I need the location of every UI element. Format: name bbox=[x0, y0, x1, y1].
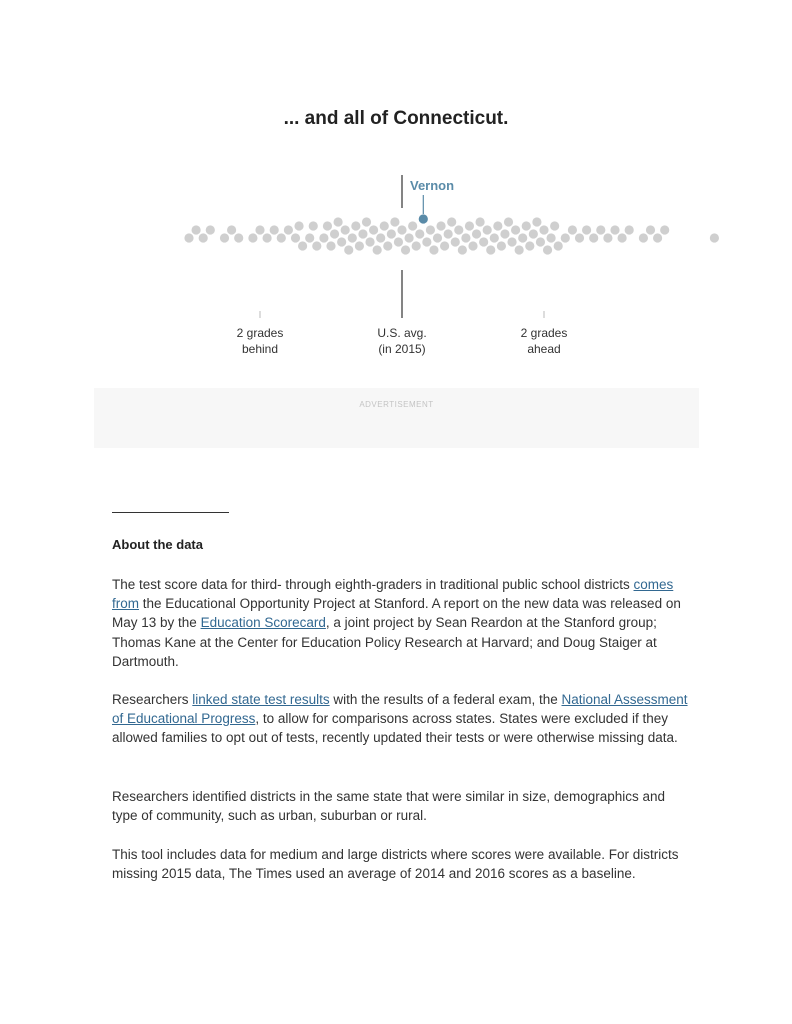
district-dot[interactable] bbox=[220, 233, 229, 242]
tick-label-two-grades-ahead bbox=[489, 325, 599, 357]
vernon-label: Vernon bbox=[410, 178, 455, 193]
district-dot[interactable] bbox=[507, 237, 516, 246]
district-dot[interactable] bbox=[554, 241, 563, 250]
district-dot[interactable] bbox=[270, 225, 279, 234]
district-dot[interactable] bbox=[234, 233, 243, 242]
district-dot[interactable] bbox=[515, 245, 524, 254]
district-dot[interactable] bbox=[330, 229, 339, 238]
district-dot[interactable] bbox=[355, 241, 364, 250]
district-dot[interactable] bbox=[497, 241, 506, 250]
district-dot[interactable] bbox=[184, 233, 193, 242]
district-dot[interactable] bbox=[511, 225, 520, 234]
about-paragraph-2 bbox=[112, 690, 692, 748]
district-dot[interactable] bbox=[387, 229, 396, 238]
district-dot[interactable] bbox=[486, 245, 495, 254]
district-dot[interactable] bbox=[199, 233, 208, 242]
district-dot[interactable] bbox=[426, 225, 435, 234]
district-dot[interactable] bbox=[383, 241, 392, 250]
paragraph-text: , to allow for comparisons across states. States were excluded if they allowed families to opt out of tests, recently updated their tests or were otherwise missing data. bbox=[112, 711, 678, 746]
district-dot[interactable] bbox=[326, 241, 335, 250]
district-dot[interactable] bbox=[603, 233, 612, 242]
district-dot[interactable] bbox=[248, 233, 257, 242]
advertisement-slot[interactable] bbox=[94, 388, 699, 448]
tick-label-line: 2 grades bbox=[236, 326, 284, 340]
district-dot[interactable] bbox=[468, 241, 477, 250]
district-dot[interactable] bbox=[458, 245, 467, 254]
district-dot[interactable] bbox=[394, 237, 403, 246]
district-dot[interactable] bbox=[483, 225, 492, 234]
district-dot[interactable] bbox=[625, 225, 634, 234]
district-dot[interactable] bbox=[206, 225, 215, 234]
district-dot[interactable] bbox=[493, 221, 502, 230]
district-dot[interactable] bbox=[436, 221, 445, 230]
district-dot[interactable] bbox=[305, 233, 314, 242]
district-dot[interactable] bbox=[351, 221, 360, 230]
district-dot[interactable] bbox=[334, 217, 343, 226]
district-dot[interactable] bbox=[547, 233, 556, 242]
district-dot[interactable] bbox=[362, 217, 371, 226]
district-dot[interactable] bbox=[518, 233, 527, 242]
vernon-dot[interactable] bbox=[419, 214, 428, 223]
about-data-heading: About the data bbox=[112, 537, 203, 552]
inline-link[interactable]: Education Scorecard bbox=[200, 615, 326, 631]
district-dot[interactable] bbox=[465, 221, 474, 230]
district-dot[interactable] bbox=[263, 233, 272, 242]
district-dot[interactable] bbox=[433, 233, 442, 242]
district-dot[interactable] bbox=[653, 233, 662, 242]
district-dot[interactable] bbox=[710, 233, 719, 242]
district-dot[interactable] bbox=[529, 229, 538, 238]
district-dot[interactable] bbox=[358, 229, 367, 238]
district-dot[interactable] bbox=[429, 245, 438, 254]
district-dot[interactable] bbox=[461, 233, 470, 242]
district-dot[interactable] bbox=[476, 217, 485, 226]
district-dot[interactable] bbox=[536, 237, 545, 246]
advertisement-label: ADVERTISEMENT bbox=[359, 400, 434, 409]
district-dot[interactable] bbox=[390, 217, 399, 226]
inline-link[interactable]: comes from bbox=[112, 577, 674, 612]
district-dot[interactable] bbox=[369, 225, 378, 234]
district-dot[interactable] bbox=[451, 237, 460, 246]
district-dot[interactable] bbox=[568, 225, 577, 234]
district-dot[interactable] bbox=[294, 221, 303, 230]
district-dot[interactable] bbox=[610, 225, 619, 234]
district-dot[interactable] bbox=[337, 237, 346, 246]
district-dot[interactable] bbox=[344, 245, 353, 254]
district-dot[interactable] bbox=[291, 233, 300, 242]
district-dot[interactable] bbox=[539, 225, 548, 234]
district-dot[interactable] bbox=[401, 245, 410, 254]
district-dot[interactable] bbox=[405, 233, 414, 242]
district-dot[interactable] bbox=[660, 225, 669, 234]
district-dot[interactable] bbox=[561, 233, 570, 242]
tick-label-line: ahead bbox=[527, 342, 561, 356]
district-dot[interactable] bbox=[618, 233, 627, 242]
district-dot[interactable] bbox=[192, 225, 201, 234]
district-dot[interactable] bbox=[277, 233, 286, 242]
paragraph-text: Researchers identified districts in the same state that were similar in size, demographics and type of community, such as urban, suburban or rural. bbox=[112, 789, 665, 824]
district-dot[interactable] bbox=[550, 221, 559, 230]
district-dot[interactable] bbox=[348, 233, 357, 242]
district-dot[interactable] bbox=[415, 229, 424, 238]
district-dot[interactable] bbox=[504, 217, 513, 226]
paragraph-text: The test score data for third- through eighth-graders in traditional public school districts bbox=[112, 577, 634, 592]
district-dot[interactable] bbox=[298, 241, 307, 250]
district-dot[interactable] bbox=[575, 233, 584, 242]
district-dot[interactable] bbox=[490, 233, 499, 242]
tick-label-line: behind bbox=[241, 342, 279, 356]
section-divider bbox=[112, 512, 229, 513]
district-dot[interactable] bbox=[646, 225, 655, 234]
tick-label-line: U.S. avg. bbox=[377, 326, 427, 340]
district-dots bbox=[184, 217, 719, 254]
inline-link[interactable]: linked state test results bbox=[192, 692, 330, 707]
district-dot[interactable] bbox=[312, 241, 321, 250]
district-dot[interactable] bbox=[472, 229, 481, 238]
district-dot[interactable] bbox=[543, 245, 552, 254]
beeswarm-chart bbox=[0, 0, 792, 380]
district-dot[interactable] bbox=[323, 221, 332, 230]
district-dot[interactable] bbox=[422, 237, 431, 246]
district-dot[interactable] bbox=[479, 237, 488, 246]
district-dot[interactable] bbox=[525, 241, 534, 250]
district-dot[interactable] bbox=[373, 245, 382, 254]
district-dot[interactable] bbox=[365, 237, 374, 246]
district-dot[interactable] bbox=[454, 225, 463, 234]
district-dot[interactable] bbox=[408, 221, 417, 230]
tick-label-line: (in 2015) bbox=[378, 342, 426, 356]
tick-label-line: 2 grades bbox=[520, 326, 568, 340]
district-dot[interactable] bbox=[380, 221, 389, 230]
district-dot[interactable] bbox=[444, 229, 453, 238]
paragraph-text: with the results of a federal exam, the bbox=[329, 692, 562, 707]
district-dot[interactable] bbox=[440, 241, 449, 250]
paragraph-text: the Educational Opportunity Project at Stanford. A report on the new data was released on May 13 by the bbox=[112, 596, 681, 631]
district-dot[interactable] bbox=[582, 225, 591, 234]
about-paragraph-4 bbox=[112, 845, 692, 883]
paragraph-text: Researchers bbox=[112, 692, 193, 707]
tick-label-us-average bbox=[347, 325, 457, 357]
district-dot[interactable] bbox=[522, 221, 531, 230]
paragraph-text: , a joint project by Sean Reardon at the Stanford group; Thomas Kane at the Center for Education Policy Research at Harvard; and Doug Staiger at Dartmouth. bbox=[112, 615, 657, 669]
district-dot[interactable] bbox=[284, 225, 293, 234]
district-dot[interactable] bbox=[589, 233, 598, 242]
district-dot[interactable] bbox=[341, 225, 350, 234]
district-dot[interactable] bbox=[639, 233, 648, 242]
district-dot[interactable] bbox=[319, 233, 328, 242]
district-dot[interactable] bbox=[412, 241, 421, 250]
inline-link[interactable]: National Assessment of Educational Progress bbox=[112, 692, 688, 727]
district-dot[interactable] bbox=[500, 229, 509, 238]
tick-label-two-grades-behind bbox=[205, 325, 315, 357]
district-dot[interactable] bbox=[532, 217, 541, 226]
paragraph-text: This tool includes data for medium and large districts where scores were available. For districts missing 2015 data, The Times used an average of 2014 and 2016 scores as a baseline. bbox=[112, 847, 679, 882]
district-dot[interactable] bbox=[397, 225, 406, 234]
about-paragraph-1 bbox=[112, 575, 692, 671]
district-dot[interactable] bbox=[376, 233, 385, 242]
district-dot[interactable] bbox=[596, 225, 605, 234]
district-dot[interactable] bbox=[309, 221, 318, 230]
district-dot[interactable] bbox=[227, 225, 236, 234]
district-dot[interactable] bbox=[255, 225, 264, 234]
about-paragraph-3 bbox=[112, 787, 692, 825]
district-dot[interactable] bbox=[447, 217, 456, 226]
chart-title: ... and all of Connecticut. bbox=[283, 108, 509, 129]
